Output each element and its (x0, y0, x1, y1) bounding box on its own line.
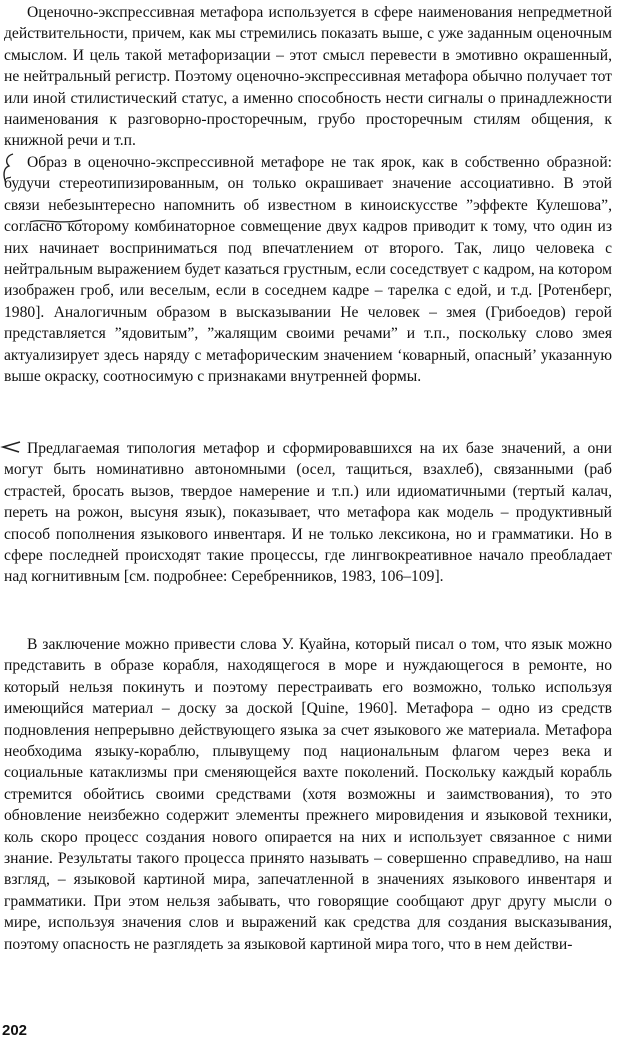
paragraph-quine-ship: В заключение можно привести слова У. Куайна, который писал о том, что язык можно представить в образе корабля, находящегося в море и нуждающегося в ремонте, но который нельзя покинуть и поэтому перестраивать его возможно, только используя имеющийся материал – доску за доской [Quine, 1960]. Метафора – одно из средств подновления непрерывно действующего языка за счет языкового же материала. Метафора необходима языку-кораблю, плывущему под национальным флагом через века и социальные катаклизмы при сменяющейся вахте поколений. Поскольку каждый корабль стремится обойтись своими средствами (хотя возможны и заимствования), то это обновление неизбежно содержит элементы прежнего мировидения и языковой техники, коль скоро процесс создания нового опирается на них и использует связанное с ними знание. Результаты такого процесса принято называть – совершенно справедливо, на наш взгляд, – языковой картиной мира, запечатленной в значениях языкового инвентаря и грамматики. При этом нельзя забывать, что говорящие сообщают друг другу мысли о мире, используя значения слов и выражений как средства для создания высказывания, поэтому опасность не разглядеть за языковой картиной мира того, что в нем действи- (4, 636, 612, 953)
paragraph-metaphor-typology: Предлагаемая типология метафор и сформировавшихся на их базе значений, а они могут быть номинативно автономными (осел, тащиться, взахлеб), связанными (раб страстей, бросать вызов, твердое намерение и т.п.) или идиоматичными (тертый калач, переть на рожон, высуня язык), показывает, что метафора как модель – продуктивный способ пополнения языкового инвентаря. И не только лексикона, но и грамматики. Но в сфере последней происходят такие процессы, где лингвокреативное начало преобладает над когнитивным [см. подробнее: Серебренников, 1983, 106–109]. (4, 440, 612, 586)
paragraph-expressive-metaphor: Оценочно-экспрессивная метафора используется в сфере наименования непредметной действительности, причем, как мы стремились показать выше, с уже заданным оценочным смыслом. И цель такой метафоризации – этот смысл перевести в эмотивно окрашенный, не нейтральный регистр. Поэтому оценочно-экспрессивная метафора обычно получает тот или иной стилистический статус, а именно способность нести сигналы о принадлежности наименования к разговорно-просторечным, грубо просторечным стилям общения, к книжной речи и т.п. (4, 4, 612, 150)
page-number: 202 (2, 1022, 28, 1039)
section-gap (4, 414, 612, 438)
paragraph-kuleshov-effect: Образ в оценочно-экспрессивной метафоре не так ярок, как в собственно образной: будучи стереотипизированным, он только окрашивает значение ассоциативно. В этой связи небезынтересно напомнить об известном в киноискусстве ”эффекте Кулешова”, согласно которому комбинаторное совмещение двух кадров приводит к тому, что один из них начинает восприниматься под впечатлением от второго. Так, лицо человека с нейтральным выражением будет казаться грустным, если соседствует с кадром, на котором изображен гроб, или веселым, если в соседнем кадре – тарелка с едой, и т.д. [Ротенберг, 1980]. Аналогичным образом в высказывании Не человек – змея (Грибоедов) герой представляется ”ядовитым”, ”жалящим своими речами” и т.п., поскольку слово змея актуализирует здесь наряду с метафорическим значением ‘коварный, опасный’ указанную выше окраску, соотносимую с признаками внутренней формы. (4, 154, 612, 386)
book-page (4, 2, 612, 1002)
